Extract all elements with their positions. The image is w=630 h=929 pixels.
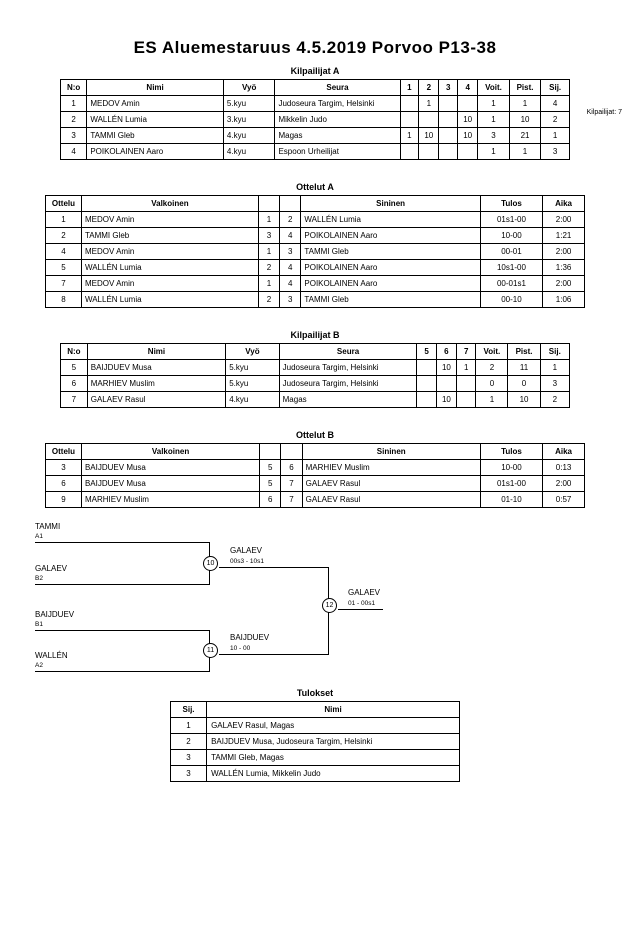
cell-m7: 1 bbox=[457, 360, 476, 376]
cell-belt: 4.kyu bbox=[223, 144, 275, 160]
col-result: Tulos bbox=[480, 196, 542, 212]
cell-name: TAMMI Gleb, Magas bbox=[207, 750, 460, 766]
cell-name: BAIJDUEV Musa, Judoseura Targim, Helsinki bbox=[207, 734, 460, 750]
cell-no: 3 bbox=[61, 128, 87, 144]
bracket-seed-baijduev: BAIJDUEV bbox=[35, 610, 75, 619]
cell-name: MARHIEV Muslim bbox=[87, 376, 225, 392]
cell-blue-no: 4 bbox=[280, 276, 301, 292]
cell-no: 4 bbox=[61, 144, 87, 160]
col-match: Ottelu bbox=[46, 444, 82, 460]
cell-rank: 3 bbox=[171, 750, 207, 766]
cell-result: 00-01s1 bbox=[480, 276, 542, 292]
table-row bbox=[171, 750, 460, 766]
col-club: Seura bbox=[279, 344, 417, 360]
cell-rank: 1 bbox=[171, 718, 207, 734]
cell-name: WALLÉN Lumia, Mikkelin Judo bbox=[207, 766, 460, 782]
cell-wins: 1 bbox=[478, 144, 510, 160]
table-row bbox=[61, 96, 570, 112]
cell-club: Magas bbox=[279, 392, 417, 408]
cell-time: 1:36 bbox=[543, 260, 585, 276]
cell-white: BAIJDUEV Musa bbox=[81, 476, 259, 492]
cell-white-no: 6 bbox=[260, 492, 281, 508]
cell-rank: 3 bbox=[540, 376, 569, 392]
bracket-node-12: 12 bbox=[322, 598, 337, 613]
col-m5: 5 bbox=[417, 344, 436, 360]
col-club: Seura bbox=[275, 80, 400, 96]
cell-points: 10 bbox=[508, 392, 540, 408]
cell-wins: 0 bbox=[476, 376, 508, 392]
cell-rank: 2 bbox=[541, 112, 570, 128]
cell-no: 5 bbox=[61, 360, 88, 376]
cell-points: 1 bbox=[509, 96, 541, 112]
cell-m2: 1 bbox=[419, 96, 439, 112]
tournament-sheet bbox=[0, 38, 630, 929]
cell-points: 10 bbox=[509, 112, 541, 128]
cell-result: 01s1-00 bbox=[480, 212, 542, 228]
cell-white: WALLÉN Lumia bbox=[81, 292, 258, 308]
matches-b-heading: Ottelut B bbox=[296, 430, 334, 440]
bracket-line bbox=[35, 542, 210, 543]
bracket-seed-galaev-pos: B2 bbox=[35, 575, 43, 582]
table-row bbox=[61, 392, 570, 408]
cell-blue: POIKOLAINEN Aaro bbox=[301, 260, 480, 276]
cell-blue-no: 3 bbox=[280, 244, 301, 260]
cell-name: WALLÉN Lumia bbox=[87, 112, 224, 128]
bracket-score-11: 10 - 00 bbox=[230, 645, 251, 652]
cell-match: 8 bbox=[46, 292, 82, 308]
table-row bbox=[46, 260, 585, 276]
cell-blue: GALAEV Rasul bbox=[302, 476, 480, 492]
table-header-row bbox=[61, 344, 570, 360]
col-m3: 3 bbox=[439, 80, 458, 96]
bracket-score-12: 01 - 00s1 bbox=[348, 600, 376, 607]
cell-match: 6 bbox=[46, 476, 82, 492]
bracket-node-10: 10 bbox=[203, 556, 218, 571]
col-name: Nimi bbox=[87, 344, 225, 360]
cell-belt: 3.kyu bbox=[223, 112, 275, 128]
table-row bbox=[46, 244, 585, 260]
cell-wins: 1 bbox=[478, 96, 510, 112]
cell-rank: 1 bbox=[540, 360, 569, 376]
col-points: Pist. bbox=[509, 80, 541, 96]
cell-wins: 1 bbox=[476, 392, 508, 408]
cell-time: 2:00 bbox=[543, 212, 585, 228]
col-white: Valkoinen bbox=[81, 196, 258, 212]
cell-wins: 2 bbox=[476, 360, 508, 376]
cell-white: MEDOV Amin bbox=[81, 212, 258, 228]
col-time: Aika bbox=[543, 196, 585, 212]
col-result: Tulos bbox=[480, 444, 542, 460]
cell-blue-no: 2 bbox=[280, 212, 301, 228]
col-time: Aika bbox=[543, 444, 585, 460]
cell-match: 1 bbox=[46, 212, 82, 228]
col-blue-no bbox=[281, 444, 302, 460]
cell-m5 bbox=[417, 392, 436, 408]
pool-a-table bbox=[60, 79, 570, 160]
cell-white: BAIJDUEV Musa bbox=[81, 460, 259, 476]
cell-result: 00-10 bbox=[480, 292, 542, 308]
cell-m6: 10 bbox=[436, 360, 456, 376]
cell-wins: 1 bbox=[478, 112, 510, 128]
cell-belt: 5.kyu bbox=[223, 96, 275, 112]
cell-blue: POIKOLAINEN Aaro bbox=[301, 276, 480, 292]
cell-m4: 10 bbox=[458, 128, 478, 144]
cell-white-no: 1 bbox=[258, 276, 279, 292]
table-row bbox=[61, 128, 570, 144]
cell-points: 0 bbox=[508, 376, 540, 392]
cell-white-no: 5 bbox=[260, 476, 281, 492]
table-row bbox=[61, 360, 570, 376]
cell-club: Judoseura Targim, Helsinki bbox=[279, 360, 417, 376]
table-header-row bbox=[46, 444, 585, 460]
cell-match: 9 bbox=[46, 492, 82, 508]
cell-m7 bbox=[457, 392, 476, 408]
cell-name: TAMMI Gleb bbox=[87, 128, 224, 144]
elimination-bracket bbox=[0, 518, 630, 688]
cell-white: MEDOV Amin bbox=[81, 244, 258, 260]
table-row bbox=[171, 766, 460, 782]
table-row bbox=[61, 376, 570, 392]
cell-white-no: 2 bbox=[258, 260, 279, 276]
cell-no: 6 bbox=[61, 376, 88, 392]
cell-result: 01s1-00 bbox=[480, 476, 542, 492]
cell-match: 7 bbox=[46, 276, 82, 292]
cell-m3 bbox=[439, 112, 458, 128]
cell-white: WALLÉN Lumia bbox=[81, 260, 258, 276]
cell-m5 bbox=[417, 360, 436, 376]
cell-m2 bbox=[419, 144, 439, 160]
table-row bbox=[46, 476, 585, 492]
bracket-seed-wallen: WALLÉN bbox=[35, 651, 68, 660]
cell-blue: TAMMI Gleb bbox=[301, 292, 480, 308]
bracket-seed-wallen-pos: A2 bbox=[35, 662, 43, 669]
cell-m1 bbox=[400, 144, 419, 160]
page-title: ES Aluemestaruus 4.5.2019 Porvoo P13-38 bbox=[133, 38, 497, 57]
cell-match: 2 bbox=[46, 228, 82, 244]
cell-time: 1:06 bbox=[543, 292, 585, 308]
cell-belt: 4.kyu bbox=[223, 128, 275, 144]
cell-m1 bbox=[400, 112, 419, 128]
bracket-score-10: 00s3 - 10s1 bbox=[230, 558, 264, 565]
col-name: Nimi bbox=[207, 702, 460, 718]
cell-result: 10s1-00 bbox=[480, 260, 542, 276]
col-blue: Sininen bbox=[302, 444, 480, 460]
matches-a-table bbox=[45, 195, 585, 308]
entrants-count: Kilpailijat: 7 bbox=[586, 109, 622, 116]
cell-points: 11 bbox=[508, 360, 540, 376]
cell-m7 bbox=[457, 376, 476, 392]
cell-match: 4 bbox=[46, 244, 82, 260]
col-white-no bbox=[260, 444, 281, 460]
col-wins: Voit. bbox=[476, 344, 508, 360]
col-wins: Voit. bbox=[478, 80, 510, 96]
results-table bbox=[170, 701, 460, 782]
table-row bbox=[171, 718, 460, 734]
cell-blue: WALLÉN Lumia bbox=[301, 212, 480, 228]
cell-club: Judoseura Targim, Helsinki bbox=[275, 96, 400, 112]
col-blue: Sininen bbox=[301, 196, 480, 212]
col-blue-no bbox=[280, 196, 301, 212]
cell-blue-no: 4 bbox=[280, 228, 301, 244]
cell-rank: 2 bbox=[171, 734, 207, 750]
cell-white-no: 3 bbox=[258, 228, 279, 244]
cell-white: MARHIEV Muslim bbox=[81, 492, 259, 508]
cell-name: GALAEV Rasul bbox=[87, 392, 225, 408]
pool-b-heading: Kilpailijat B bbox=[290, 330, 340, 340]
cell-no: 7 bbox=[61, 392, 88, 408]
cell-m2: 10 bbox=[419, 128, 439, 144]
table-row bbox=[46, 292, 585, 308]
cell-blue: POIKOLAINEN Aaro bbox=[301, 228, 480, 244]
cell-m2 bbox=[419, 112, 439, 128]
cell-time: 2:00 bbox=[543, 476, 585, 492]
cell-blue-no: 4 bbox=[280, 260, 301, 276]
cell-name: GALAEV Rasul, Magas bbox=[207, 718, 460, 734]
bracket-winner-10: GALAEV bbox=[230, 546, 263, 555]
table-row bbox=[46, 212, 585, 228]
cell-white: TAMMI Gleb bbox=[81, 228, 258, 244]
table-row bbox=[46, 460, 585, 476]
cell-name: MEDOV Amin bbox=[87, 96, 224, 112]
bracket-line bbox=[35, 630, 210, 631]
col-m1: 1 bbox=[400, 80, 419, 96]
cell-m5 bbox=[417, 376, 436, 392]
col-points: Pist. bbox=[508, 344, 540, 360]
cell-club: Magas bbox=[275, 128, 400, 144]
cell-result: 00-01 bbox=[480, 244, 542, 260]
cell-belt: 5.kyu bbox=[226, 360, 279, 376]
bracket-line bbox=[219, 654, 329, 655]
cell-points: 1 bbox=[509, 144, 541, 160]
cell-white-no: 2 bbox=[258, 292, 279, 308]
cell-m3 bbox=[439, 144, 458, 160]
cell-m1 bbox=[400, 96, 419, 112]
cell-belt: 5.kyu bbox=[226, 376, 279, 392]
matches-b-table bbox=[45, 443, 585, 508]
results-heading: Tulokset bbox=[296, 688, 334, 698]
cell-m4 bbox=[458, 144, 478, 160]
col-no: N:o bbox=[61, 344, 88, 360]
cell-club: Judoseura Targim, Helsinki bbox=[279, 376, 417, 392]
cell-time: 1:21 bbox=[543, 228, 585, 244]
cell-blue-no: 3 bbox=[280, 292, 301, 308]
cell-white-no: 1 bbox=[258, 244, 279, 260]
cell-wins: 3 bbox=[478, 128, 510, 144]
cell-club: Espoon Urheilijat bbox=[275, 144, 400, 160]
col-no: N:o bbox=[61, 80, 87, 96]
col-belt: Vyö bbox=[223, 80, 275, 96]
col-m4: 4 bbox=[458, 80, 478, 96]
col-rank: Sij. bbox=[540, 344, 569, 360]
bracket-seed-tammi: TAMMI bbox=[35, 522, 61, 531]
table-row bbox=[61, 112, 570, 128]
col-white: Valkoinen bbox=[81, 444, 259, 460]
cell-white-no: 5 bbox=[260, 460, 281, 476]
cell-result: 10-00 bbox=[480, 460, 542, 476]
bracket-seed-baijduev-pos: B1 bbox=[35, 621, 43, 628]
cell-match: 3 bbox=[46, 460, 82, 476]
cell-no: 2 bbox=[61, 112, 87, 128]
col-m6: 6 bbox=[436, 344, 456, 360]
cell-time: 0:13 bbox=[543, 460, 585, 476]
bracket-line bbox=[338, 609, 383, 610]
bracket-seed-tammi-pos: A1 bbox=[35, 533, 43, 540]
bracket-seed-galaev: GALAEV bbox=[35, 564, 68, 573]
cell-result: 10-00 bbox=[480, 228, 542, 244]
cell-m6: 10 bbox=[436, 392, 456, 408]
pool-b-table bbox=[60, 343, 570, 408]
table-row bbox=[171, 734, 460, 750]
cell-m3 bbox=[439, 128, 458, 144]
cell-blue-no: 6 bbox=[281, 460, 302, 476]
table-row bbox=[46, 276, 585, 292]
cell-blue: GALAEV Rasul bbox=[302, 492, 480, 508]
cell-m3 bbox=[439, 96, 458, 112]
cell-time: 2:00 bbox=[543, 276, 585, 292]
cell-result: 01-10 bbox=[480, 492, 542, 508]
bracket-node-11: 11 bbox=[203, 643, 218, 658]
cell-m4 bbox=[458, 96, 478, 112]
col-white-no bbox=[258, 196, 279, 212]
table-row bbox=[46, 492, 585, 508]
cell-rank: 2 bbox=[540, 392, 569, 408]
table-header-row bbox=[171, 702, 460, 718]
bracket-winner-12: GALAEV bbox=[348, 588, 381, 597]
cell-blue: MARHIEV Muslim bbox=[302, 460, 480, 476]
cell-blue-no: 7 bbox=[281, 476, 302, 492]
cell-blue-no: 7 bbox=[281, 492, 302, 508]
cell-rank: 1 bbox=[541, 128, 570, 144]
cell-name: POIKOLAINEN Aaro bbox=[87, 144, 224, 160]
bracket-winner-11: BAIJDUEV bbox=[230, 633, 270, 642]
table-header-row bbox=[46, 196, 585, 212]
cell-white: MEDOV Amin bbox=[81, 276, 258, 292]
cell-time: 0:57 bbox=[543, 492, 585, 508]
cell-name: BAIJDUEV Musa bbox=[87, 360, 225, 376]
cell-belt: 4.kyu bbox=[226, 392, 279, 408]
cell-m6 bbox=[436, 376, 456, 392]
table-header-row bbox=[61, 80, 570, 96]
col-rank: Sij. bbox=[171, 702, 207, 718]
bracket-line bbox=[35, 671, 210, 672]
cell-match: 5 bbox=[46, 260, 82, 276]
col-m2: 2 bbox=[419, 80, 439, 96]
cell-m4: 10 bbox=[458, 112, 478, 128]
col-rank: Sij. bbox=[541, 80, 570, 96]
col-m7: 7 bbox=[457, 344, 476, 360]
bracket-line bbox=[219, 567, 329, 568]
cell-white-no: 1 bbox=[258, 212, 279, 228]
cell-club: Mikkelin Judo bbox=[275, 112, 400, 128]
cell-points: 21 bbox=[509, 128, 541, 144]
cell-rank: 4 bbox=[541, 96, 570, 112]
col-match: Ottelu bbox=[46, 196, 82, 212]
pool-a-heading: Kilpailijat A bbox=[290, 66, 340, 76]
cell-no: 1 bbox=[61, 96, 87, 112]
cell-rank: 3 bbox=[541, 144, 570, 160]
cell-m1: 1 bbox=[400, 128, 419, 144]
matches-a-heading: Ottelut A bbox=[296, 182, 334, 192]
cell-blue: TAMMI Gleb bbox=[301, 244, 480, 260]
table-row bbox=[61, 144, 570, 160]
col-belt: Vyö bbox=[226, 344, 279, 360]
cell-rank: 3 bbox=[171, 766, 207, 782]
cell-time: 2:00 bbox=[543, 244, 585, 260]
bracket-line bbox=[35, 584, 210, 585]
table-row bbox=[46, 228, 585, 244]
col-name: Nimi bbox=[87, 80, 224, 96]
